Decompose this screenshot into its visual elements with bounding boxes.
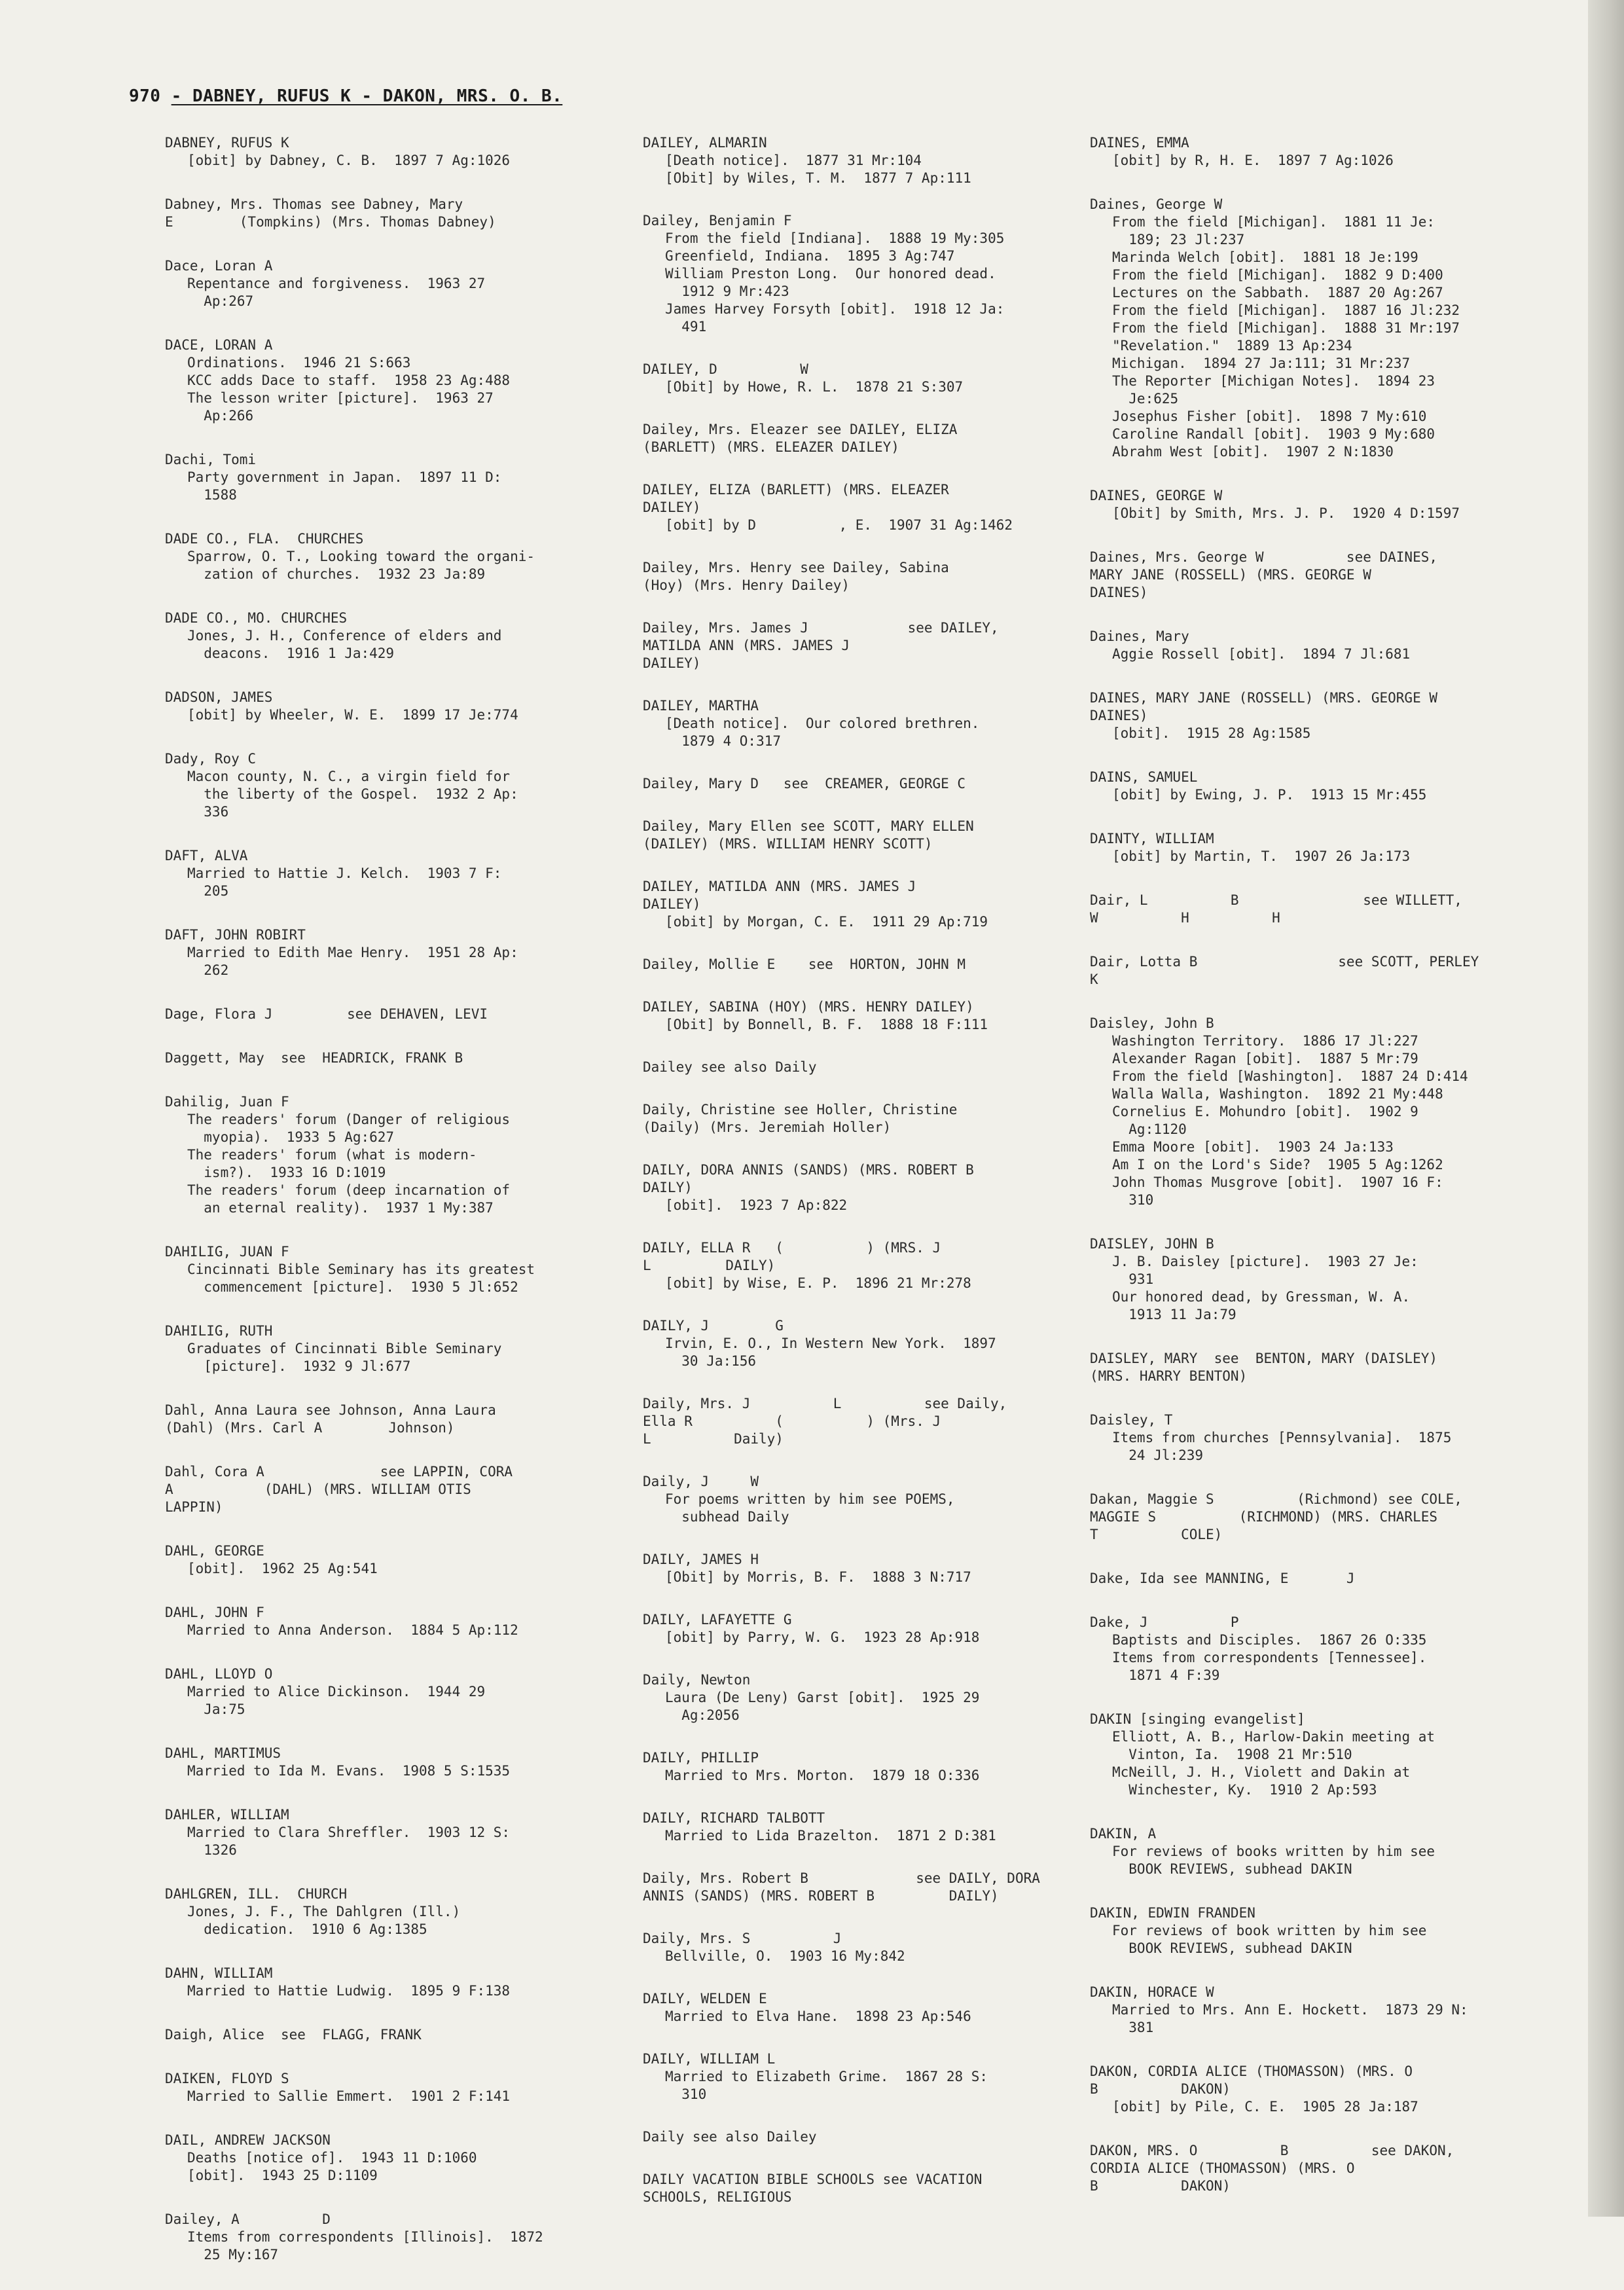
index-entry (643, 998, 1062, 1034)
entry-citation: William Preston Long. Our honored dead. 1912 9 Mr:423 (665, 266, 996, 299)
entry-heading: DAILY VACATION BIBLE SCHOOLS see VACATION SCHOOLS, RELIGIOUS (643, 2172, 983, 2205)
index-entry (165, 1322, 617, 1375)
entry-citation: Married to Hattie Ludwig. 1895 9 F:138 (187, 1983, 511, 1999)
entry-heading: DAILEY, SABINA (HOY) (MRS. HENRY DAILEY) (643, 999, 974, 1015)
entry-citation: [obit] by Wise, E. P. 1896 21 Mr:278 (665, 1275, 971, 1291)
entry-heading: DAILY, RICHARD TALBOTT (643, 1810, 825, 1826)
entry-heading: DAHL, GEORGE (165, 1543, 264, 1559)
entry-heading: Dair, Lotta B see SCOTT, PERLEY K (1090, 954, 1479, 987)
entry-heading: Dake, Ida see MANNING, E J (1090, 1571, 1355, 1586)
entry-citation: Greenfield, Indiana. 1895 3 Ag:747 (665, 248, 955, 264)
index-entry (165, 1806, 617, 1859)
entry-heading: DAILY, LAFAYETTE G (643, 1612, 792, 1627)
entry-citation: From the field [Michigan]. 1888 31 Mr:197 (1112, 320, 1460, 336)
index-entry (165, 1885, 617, 1938)
index-entry (1090, 2142, 1548, 2195)
index-entry (1090, 1235, 1548, 1324)
index-entry (1090, 196, 1548, 461)
entry-citation: Graduates of Cincinnati Bible Seminary [picture]. 1932 9 Jl:677 (187, 1341, 502, 1374)
index-entry (643, 818, 1062, 853)
index-entry (643, 878, 1062, 931)
entry-heading: DADE CO., FLA. CHURCHES (165, 531, 364, 547)
entry-citation: Married to Hattie J. Kelch. 1903 7 F: 205 (187, 865, 502, 899)
index-entry (1090, 1570, 1548, 1588)
index-entry (165, 1965, 617, 2000)
entry-citation: [obit] by Wheeler, W. E. 1899 17 Je:774 (187, 707, 518, 723)
entry-heading: DAKIN [singing evangelist] (1090, 1711, 1305, 1727)
entry-citation: Macon county, N. C., a virgin field for the liberty of the Gospel. 1932 2 Ap: 336 (187, 769, 518, 820)
index-entry (643, 2171, 1062, 2206)
entry-heading: Dahilig, Juan F (165, 1094, 289, 1110)
entry-citation: From the field [Washington]. 1887 24 D:414 (1112, 1068, 1468, 1084)
index-entry (165, 1049, 617, 1067)
entry-citation: The lesson writer [picture]. 1963 27 Ap:266 (187, 390, 494, 424)
entry-heading: Daily see also Dailey (643, 2129, 817, 2145)
index-column-3 (1090, 134, 1548, 2221)
entry-citation: Married to Mrs. Morton. 1879 18 O:336 (665, 1768, 980, 1783)
entry-heading: DAHLER, WILLIAM (165, 1807, 289, 1823)
entry-heading: Dady, Roy C (165, 751, 257, 767)
index-entry (1090, 1350, 1548, 1385)
entry-heading: Dailey, Mary D see CREAMER, GEORGE C (643, 776, 966, 791)
entry-citation: [obit]. 1943 25 D:1109 (187, 2168, 378, 2183)
entry-citation: Married to Mrs. Ann E. Hockett. 1873 29 N: 381 (1112, 2002, 1468, 2035)
entry-heading: Dailey, Mrs. Eleazer see DAILEY, ELIZA (BARLETT) (MRS. ELEAZER DAILEY) (643, 422, 958, 455)
entry-heading: DAILY, J G (643, 1318, 784, 1334)
index-entry (165, 530, 617, 583)
entry-heading: Daisley, John B (1090, 1015, 1214, 1031)
entry-heading: DABNEY, RUFUS K (165, 135, 289, 151)
entry-citation: Washington Territory. 1886 17 Jl:227 (1112, 1033, 1418, 1049)
entry-heading: Daines, Mary (1090, 628, 1189, 644)
index-entry (165, 689, 617, 724)
entry-heading: DAHILIG, RUTH (165, 1323, 273, 1339)
entry-citation: The readers' forum (deep incarnation of an eternal reality). 1937 1 My:387 (187, 1182, 511, 1216)
entry-citation: Married to Alice Dickinson. 1944 29 Ja:75 (187, 1684, 486, 1717)
index-entry (643, 361, 1062, 396)
index-entry (165, 1402, 617, 1437)
entry-heading: DAINES, MARY JANE (ROSSELL) (MRS. GEORGE W DAINES) (1090, 690, 1438, 723)
entry-citation: [Obit] by Smith, Mrs. J. P. 1920 4 D:1597 (1112, 505, 1460, 521)
entry-citation: Irvin, E. O., In Western New York. 1897 30 Ja:156 (665, 1336, 996, 1369)
entry-heading: Daily, Mrs. J L see Daily, Ella R ( ) (Mrs. J L Daily) (643, 1396, 1007, 1447)
entry-citation: [obit] by D , E. 1907 31 Ag:1462 (665, 517, 1013, 533)
entry-heading: Dakan, Maggie S (Richmond) see COLE, MAGGIE S (RICHMOND) (MRS. CHARLES T COLE) (1090, 1491, 1462, 1542)
entry-citation: [Obit] by Bonnell, B. F. 1888 18 F:111 (665, 1017, 988, 1032)
entry-heading: Daily, Newton (643, 1672, 751, 1688)
entry-citation: Married to Edith Mae Henry. 1951 28 Ap: 262 (187, 945, 518, 978)
entry-heading: DAILY, PHILLIP (643, 1750, 759, 1766)
index-entry (165, 847, 617, 900)
index-entry (165, 196, 617, 231)
entry-heading: DAILY, WELDEN E (643, 1991, 767, 2007)
index-column-2 (643, 134, 1062, 2231)
entry-heading: Dachi, Tomi (165, 452, 257, 467)
entry-heading: Daily, J W (643, 1474, 759, 1489)
index-entry (643, 559, 1062, 594)
entry-citation: James Harvey Forsyth [obit]. 1918 12 Ja: 491 (665, 301, 1005, 335)
index-entry (643, 421, 1062, 456)
entry-heading: DAKIN, EDWIN FRANDEN (1090, 1905, 1255, 1921)
entry-heading: Dabney, Mrs. Thomas see Dabney, Mary E (Tompkins) (Mrs. Thomas Dabney) (165, 196, 496, 230)
entry-heading: Daines, George W (1090, 196, 1223, 212)
entry-citation: Married to Ida M. Evans. 1908 5 S:1535 (187, 1763, 511, 1779)
entry-citation: Baptists and Disciples. 1867 26 O:335 (1112, 1632, 1427, 1648)
entry-heading: DAISLEY, MARY see BENTON, MARY (DAISLEY) (MRS. HARRY BENTON) (1090, 1351, 1438, 1384)
entry-citation: Items from correspondents [Illinois]. 1872 25 My:167 (187, 2229, 543, 2263)
index-entry (643, 1473, 1062, 1526)
index-entry (1090, 830, 1548, 865)
entry-heading: Daily, Mrs. Robert B see DAILY, DORA ANNIS (SANDS) (MRS. ROBERT B DAILY) (643, 1870, 1040, 1904)
index-entry (643, 1317, 1062, 1370)
entry-heading: DACE, LORAN A (165, 337, 273, 353)
index-entry (165, 1665, 617, 1718)
page-edge (1588, 0, 1624, 2217)
index-entry (1090, 1984, 1548, 2037)
entry-citation: Married to Sallie Emmert. 1901 2 F:141 (187, 2088, 511, 2104)
entry-heading: DAIKEN, FLOYD S (165, 2071, 289, 2086)
index-entry (165, 134, 617, 170)
entry-citation: Michigan. 1894 27 Ja:111; 31 Mr:237 (1112, 355, 1411, 371)
entry-heading: Dailey, Mrs. James J see DAILEY, MATILDA ANN (MRS. JAMES J DAILEY) (643, 620, 999, 671)
entry-heading: DAHL, MARTIMUS (165, 1745, 281, 1761)
index-entry (165, 451, 617, 504)
entry-citation: Josephus Fisher [obit]. 1898 7 My:610 (1112, 409, 1427, 424)
index-entry (643, 1101, 1062, 1136)
index-entry (643, 619, 1062, 672)
page-range-text: DABNEY, RUFUS K - DAKON, MRS. O. B. (192, 86, 563, 106)
index-entry (643, 1749, 1062, 1785)
index-entry (1090, 2063, 1548, 2116)
index-entry (1090, 953, 1548, 989)
entry-citation: Jones, J. F., The Dahlgren (Ill.) dedication. 1910 6 Ag:1385 (187, 1904, 461, 1937)
entry-heading: DAILY, ELLA R ( ) (MRS. J L DAILY) (643, 1240, 941, 1273)
entry-citation: [obit] by Pile, C. E. 1905 28 Ja:187 (1112, 2099, 1418, 2115)
index-entry (643, 134, 1062, 187)
entry-heading: Dailey see also Daily (643, 1059, 817, 1075)
index-entry (1090, 628, 1548, 663)
entry-citation: The Reporter [Michigan Notes]. 1894 23 Je:625 (1112, 373, 1435, 407)
entry-heading: DAIL, ANDREW JACKSON (165, 2132, 331, 2148)
entry-citation: The readers' forum (what is modern- ism?). 1933 16 D:1019 (187, 1147, 477, 1180)
entry-citation: [obit]. 1923 7 Ap:822 (665, 1197, 848, 1213)
index-entry (165, 2026, 617, 2044)
index-entry (643, 1611, 1062, 1646)
entry-heading: Dace, Loran A (165, 258, 273, 274)
entry-heading: DAINES, GEORGE W (1090, 488, 1223, 503)
entry-heading: DAHL, LLOYD O (165, 1666, 273, 1682)
index-entry (165, 1745, 617, 1780)
index-entry (1090, 689, 1548, 742)
entry-citation: Marinda Welch [obit]. 1881 18 Je:199 (1112, 249, 1418, 265)
index-entry (643, 1990, 1062, 2026)
entry-citation: Our honored dead, by Gressman, W. A. 1913 11 Ja:79 (1112, 1289, 1411, 1322)
entry-heading: DAILEY, D W (643, 361, 808, 377)
index-entry (165, 2070, 617, 2105)
entry-citation: [obit] by R, H. E. 1897 7 Ag:1026 (1112, 153, 1394, 168)
index-entry (165, 750, 617, 821)
entry-heading: DAHILIG, JUAN F (165, 1244, 289, 1260)
index-entry (1090, 1015, 1548, 1209)
entry-heading: DAHLGREN, ILL. CHURCH (165, 1886, 348, 1902)
entry-citation: Cornelius E. Mohundro [obit]. 1902 9 Ag:1120 (1112, 1104, 1418, 1137)
entry-citation: KCC adds Dace to staff. 1958 23 Ag:488 (187, 373, 511, 388)
entry-heading: DAKIN, A (1090, 1826, 1157, 1842)
entry-heading: DAHN, WILLIAM (165, 1965, 273, 1981)
entry-citation: [obit]. 1962 25 Ag:541 (187, 1561, 378, 1576)
entry-heading: DAFT, JOHN ROBIRT (165, 927, 306, 943)
index-entry (1090, 1491, 1548, 1544)
entry-citation: Married to Elizabeth Grime. 1867 28 S: 310 (665, 2069, 988, 2102)
entry-heading: DAKON, MRS. O B see DAKON, CORDIA ALICE (THOMASSON) (MRS. O B DAKON) (1090, 2143, 1454, 2194)
entry-citation: From the field [Michigan]. 1887 16 Jl:232 (1112, 302, 1460, 318)
index-entry (1090, 1411, 1548, 1464)
index-entry (165, 1006, 617, 1023)
entry-citation: [obit] by Ewing, J. P. 1913 15 Mr:455 (1112, 787, 1427, 803)
entry-heading: DAFT, ALVA (165, 848, 248, 863)
entry-citation: For poems written by him see POEMS, subhead Daily (665, 1491, 955, 1525)
entry-citation: The readers' forum (Danger of religious myopia). 1933 5 Ag:627 (187, 1112, 511, 1145)
index-entry (1090, 549, 1548, 602)
entry-citation: Items from correspondents [Tennessee]. 1871 4 F:39 (1112, 1650, 1427, 1683)
entry-citation: [obit]. 1915 28 Ag:1585 (1112, 725, 1311, 741)
entry-heading: Dailey, Benjamin F (643, 213, 792, 228)
index-entry (165, 609, 617, 663)
entry-citation: Jones, J. H., Conference of elders and deacons. 1916 1 Ja:429 (187, 628, 502, 661)
entry-citation: Cincinnati Bible Seminary has its greatest commencement [picture]. 1930 5 Jl:652 (187, 1262, 535, 1295)
entry-citation: Married to Lida Brazelton. 1871 2 D:381 (665, 1828, 996, 1844)
entry-citation: From the field [Michigan]. 1881 11 Je: 189; 23 Jl:237 (1112, 214, 1435, 247)
entry-citation: Repentance and forgiveness. 1963 27 Ap:267 (187, 276, 486, 309)
index-entry (165, 257, 617, 310)
entry-heading: DAILY, JAMES H (643, 1552, 759, 1567)
entry-citation: Items from churches [Pennsylvania]. 1875 24 Jl:239 (1112, 1430, 1452, 1463)
entry-citation: Married to Clara Shreffler. 1903 12 S: 1326 (187, 1825, 511, 1858)
index-entry (643, 1059, 1062, 1076)
entry-citation: For reviews of book written by him see BOOK REVIEWS, subhead DAKIN (1112, 1923, 1427, 1956)
index-entry (1090, 487, 1548, 522)
page-range-title: - DABNEY, RUFUS K - DAKON, MRS. O. B. (171, 86, 563, 106)
entry-citation: Emma Moore [obit]. 1903 24 Ja:133 (1112, 1139, 1394, 1155)
index-entry (643, 2128, 1062, 2146)
entry-citation: Caroline Randall [obit]. 1903 9 My:680 (1112, 426, 1435, 442)
entry-citation: From the field [Michigan]. 1882 9 D:400 (1112, 267, 1443, 283)
entry-citation: [Death notice]. Our colored brethren. 1879 4 O:317 (665, 716, 980, 749)
index-entry (643, 1671, 1062, 1724)
entry-citation: Abrahm West [obit]. 1907 2 N:1830 (1112, 444, 1394, 460)
entry-citation: Ordinations. 1946 21 S:663 (187, 355, 411, 371)
entry-citation: Bellville, O. 1903 16 My:842 (665, 1948, 905, 1964)
entry-citation: [obit] by Dabney, C. B. 1897 7 Ag:1026 (187, 153, 511, 168)
entry-heading: DAINES, EMMA (1090, 135, 1189, 151)
entry-heading: Dake, J P (1090, 1614, 1239, 1630)
entry-heading: Dailey, A D (165, 2211, 331, 2227)
entry-citation: [obit] by Morgan, C. E. 1911 29 Ap:719 (665, 914, 988, 930)
index-entry (165, 2211, 617, 2264)
index-entry (643, 212, 1062, 336)
entry-citation: [Obit] by Howe, R. L. 1878 21 S:307 (665, 379, 964, 395)
index-entry (643, 1161, 1062, 1214)
entry-citation: Am I on the Lord's Side? 1905 5 Ag:1262 (1112, 1157, 1443, 1172)
entry-heading: DAKIN, HORACE W (1090, 1984, 1214, 2000)
entry-heading: Daggett, May see HEADRICK, FRANK B (165, 1050, 463, 1066)
entry-heading: Daily, Mrs. S J (643, 1931, 842, 1946)
entry-heading: DAINS, SAMUEL (1090, 769, 1198, 785)
entry-heading: Dailey, Mary Ellen see SCOTT, MARY ELLEN (DAILEY) (MRS. WILLIAM HENRY SCOTT) (643, 818, 974, 852)
index-entry (1090, 892, 1548, 927)
entry-citation: Walla Walla, Washington. 1892 21 My:448 (1112, 1086, 1443, 1102)
index-entry (643, 2050, 1062, 2103)
entry-citation: Party government in Japan. 1897 11 D: 1588 (187, 469, 502, 503)
entry-heading: DAILEY, ELIZA (BARLETT) (MRS. ELEAZER DAILEY) (643, 482, 949, 515)
entry-heading: Dahl, Cora A see LAPPIN, CORA A (DAHL) (MRS. WILLIAM OTIS LAPPIN) (165, 1464, 513, 1515)
index-entry (643, 1870, 1062, 1905)
entry-heading: Dailey, Mrs. Henry see Dailey, Sabina (Hoy) (Mrs. Henry Dailey) (643, 560, 949, 593)
entry-citation: Sparrow, O. T., Looking toward the organi- zation of churches. 1932 23 Ja:89 (187, 549, 535, 582)
entry-heading: DAILEY, MARTHA (643, 698, 759, 714)
entry-heading: DAILY, WILLIAM L (643, 2051, 776, 2067)
index-entry (1090, 1614, 1548, 1684)
index-entry (1090, 1825, 1548, 1878)
entry-citation: McNeill, J. H., Violett and Dakin at Winchester, Ky. 1910 2 Ap:593 (1112, 1764, 1411, 1798)
index-entry (165, 1542, 617, 1578)
index-entry (643, 775, 1062, 793)
entry-citation: Laura (De Leny) Garst [obit]. 1925 29 Ag:2056 (665, 1690, 980, 1723)
index-entry (643, 481, 1062, 534)
entry-citation: Deaths [notice of]. 1943 11 D:1060 (187, 2150, 477, 2166)
index-entry (643, 1809, 1062, 1845)
entry-citation: [Obit] by Morris, B. F. 1888 3 N:717 (665, 1569, 971, 1585)
index-entry (1090, 769, 1548, 804)
entry-citation: Lectures on the Sabbath. 1887 20 Ag:267 (1112, 285, 1443, 300)
entry-heading: DAKON, CORDIA ALICE (THOMASSON) (MRS. O B DAKON) (1090, 2063, 1413, 2097)
page-number: 970 (129, 86, 161, 106)
entry-heading: DAINTY, WILLIAM (1090, 831, 1214, 846)
index-entry (165, 1093, 617, 1217)
entry-heading: Daines, Mrs. George W see DAINES, MARY JANE (ROSSELL) (MRS. GEORGE W DAINES) (1090, 549, 1438, 600)
entry-heading: DADE CO., MO. CHURCHES (165, 610, 348, 626)
entry-heading: Dage, Flora J see DEHAVEN, LEVI (165, 1006, 488, 1022)
entry-citation: Married to Elva Hane. 1898 23 Ap:546 (665, 2008, 971, 2024)
index-entry (643, 1239, 1062, 1292)
entry-citation: [Death notice]. 1877 31 Mr:104 [Obit] by Wiles, T. M. 1877 7 Ap:111 (665, 153, 971, 186)
index-entry (165, 2132, 617, 2185)
index-entry (643, 1395, 1062, 1448)
entry-heading: DAILEY, ALMARIN (643, 135, 767, 151)
entry-heading: Dahl, Anna Laura see Johnson, Anna Laura (Dahl) (Mrs. Carl A Johnson) (165, 1402, 496, 1436)
entry-heading: Daily, Christine see Holler, Christine (Daily) (Mrs. Jeremiah Holler) (643, 1102, 958, 1135)
entry-citation: John Thomas Musgrove [obit]. 1907 16 F: 310 (1112, 1174, 1443, 1208)
entry-citation: Alexander Ragan [obit]. 1887 5 Mr:79 (1112, 1051, 1418, 1066)
index-entry (643, 1551, 1062, 1586)
index-entry (165, 336, 617, 425)
index-entry (643, 697, 1062, 750)
entry-heading: DAISLEY, JOHN B (1090, 1236, 1214, 1252)
entry-heading: Daigh, Alice see FLAGG, FRANK (165, 2027, 422, 2043)
entry-citation: "Revelation." 1889 13 Ap:234 (1112, 338, 1352, 354)
entry-heading: Dailey, Mollie E see HORTON, JOHN M (643, 956, 966, 972)
index-entry (165, 1243, 617, 1296)
entry-citation: Elliott, A. B., Harlow-Dakin meeting at Vinton, Ia. 1908 21 Mr:510 (1112, 1729, 1435, 1762)
entry-citation: [obit] by Parry, W. G. 1923 28 Ap:918 (665, 1629, 980, 1645)
index-entry (643, 956, 1062, 973)
entry-citation: [obit] by Martin, T. 1907 26 Ja:173 (1112, 848, 1411, 864)
entry-citation: Aggie Rossell [obit]. 1894 7 Jl:681 (1112, 646, 1411, 662)
index-entry (1090, 1904, 1548, 1957)
entry-citation: J. B. Daisley [picture]. 1903 27 Je: 931 (1112, 1254, 1418, 1287)
page-header (129, 86, 562, 106)
entry-citation: For reviews of books written by him see BOOK REVIEWS, subhead DAKIN (1112, 1844, 1435, 1877)
entry-heading: Daisley, T (1090, 1412, 1173, 1428)
entry-heading: Dair, L B see WILLETT, W H H (1090, 892, 1462, 926)
index-entry (165, 926, 617, 979)
entry-citation: Married to Anna Anderson. 1884 5 Ap:112 (187, 1622, 518, 1638)
index-entry (165, 1604, 617, 1639)
index-entry (643, 1930, 1062, 1965)
index-entry (1090, 1711, 1548, 1799)
index-entry (165, 1463, 617, 1516)
entry-heading: DAHL, JOHN F (165, 1605, 264, 1620)
entry-citation: From the field [Indiana]. 1888 19 My:305 (665, 230, 1005, 246)
entry-heading: DAILEY, MATILDA ANN (MRS. JAMES J DAILEY) (643, 879, 916, 912)
entry-heading: DAILY, DORA ANNIS (SANDS) (MRS. ROBERT B DAILY) (643, 1162, 974, 1195)
index-entry (1090, 134, 1548, 170)
index-column-1 (165, 134, 617, 2290)
entry-heading: DADSON, JAMES (165, 689, 273, 705)
